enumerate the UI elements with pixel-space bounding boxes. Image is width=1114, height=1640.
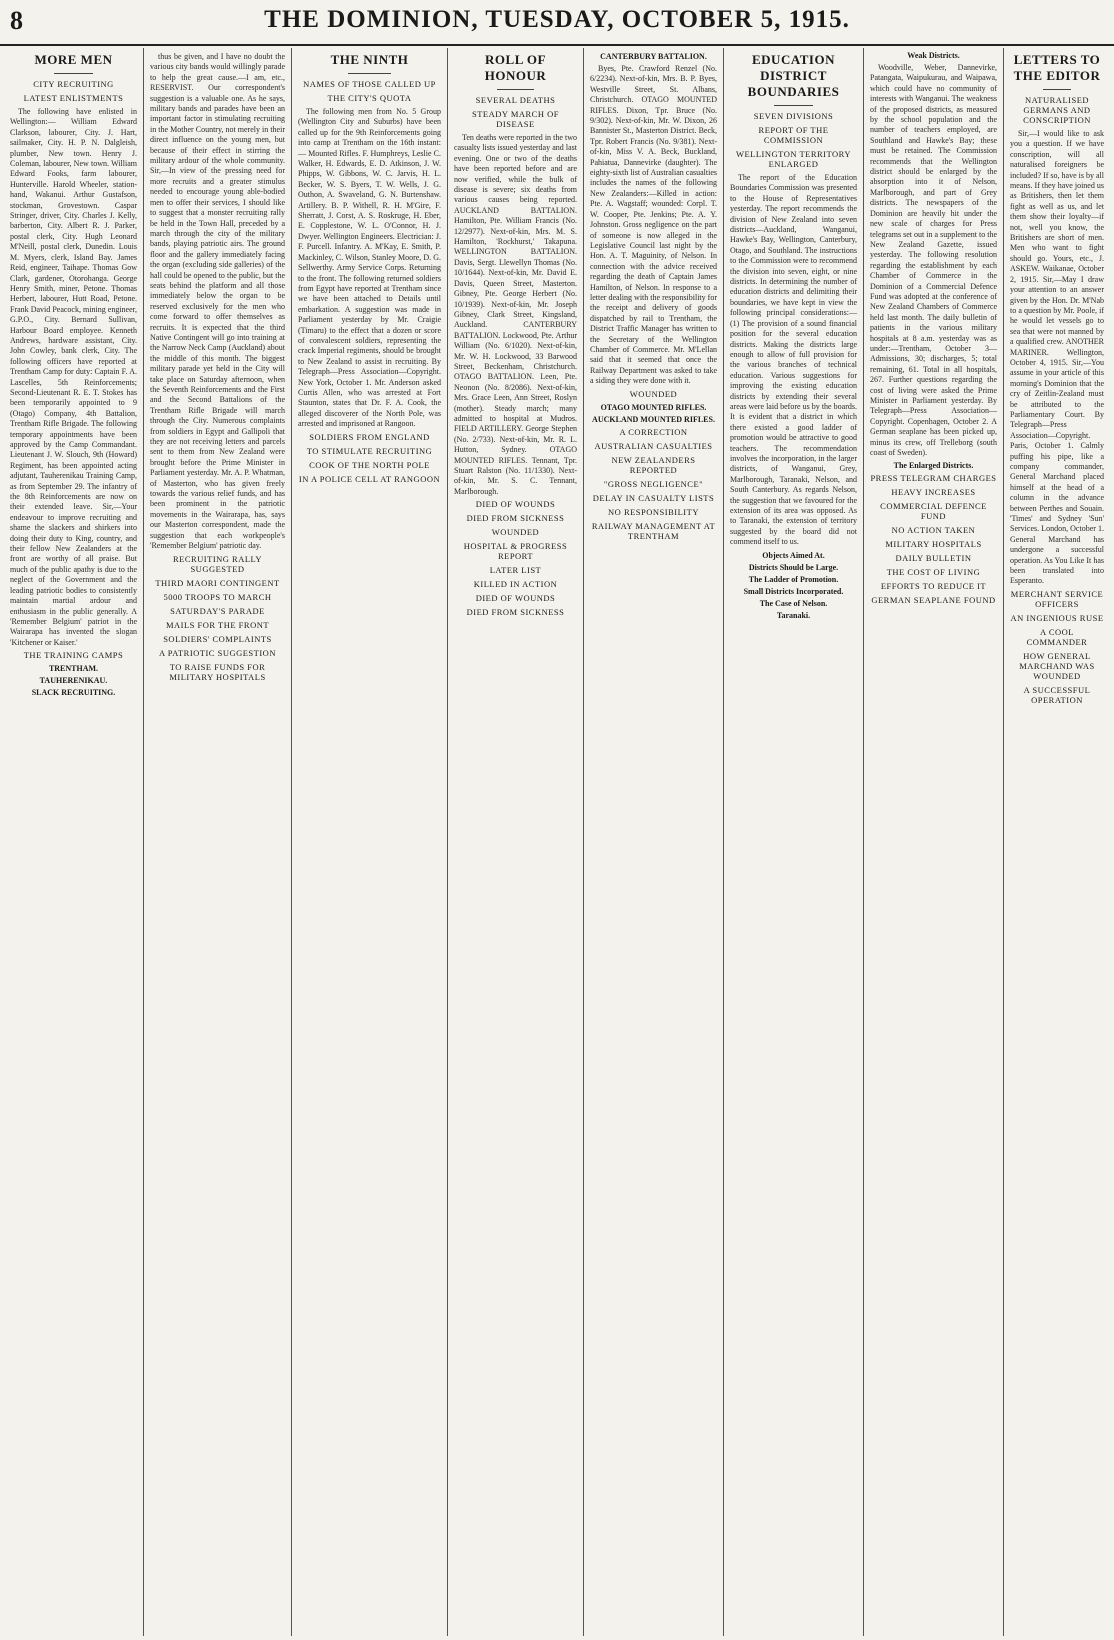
- subheading: CITY RECRUITING: [33, 79, 114, 89]
- subheading: DELAY IN CASUALTY LISTS: [592, 492, 715, 503]
- subheading: RAILWAY MANAGEMENT AT TRENTHAM: [591, 520, 716, 541]
- column-heading: THE NINTH: [330, 52, 409, 67]
- column-7: [864, 48, 1004, 1636]
- column-4: [448, 48, 584, 1636]
- subheading: THE CITY'S QUOTA: [327, 93, 412, 103]
- article-text: Byes, Pte. Crawford Renzel (No. 6/2234). Next-of-kin, Mrs. B. P. Byes, Westville Street, St. Albans, Christchurch. OTAGO MOUNTED RIFLES. Dixon, Tpr. Bruce (No. 9/302). Next-of-kin, Mr. W. Dixon, 26 Bannister St., Masterton District. Beck, Tpr. Robert Francis (No. 9/381). Next-of-kin, Miss V. A. Beck, Buckland, Pahiatua, Dannevirke (daughter). The eighty-sixth list of Australian casualties includes the names of the following New Zealanders:—Killed in action: Pte. A. Wagstaff; wounded: Corpl. T. W. Cooper, Pte. Jenkins; Pte. A. Y. Johnston. Gross negligence on the part of someone is now alleged in the Legislative Council last night by the Hon. A. T. Maguinity, of Nelson. In connection with the advice received regarding the death of Captain James Hamilton, of Nelson. In response to a letter dealing with the responsibility for the receipt and delivery of goods dispatched by rail to Trentham, the District Traffic Manager has written to the Secretary of the Wellington Chamber of Commerce. Mr. M'Lellan said that it seemed that once the Railway Department was asked to take a siding they were done with it.: [590, 64, 717, 386]
- subheading: AUSTRALIAN CASUALTIES: [594, 440, 713, 451]
- subheading: MAILS FOR THE FRONT: [165, 619, 270, 630]
- subheading: IN A POLICE CELL AT RANGOON: [298, 473, 441, 484]
- subheading: A PATRIOTIC SUGGESTION: [159, 647, 276, 658]
- subheading: HOW GENERAL MARCHAND WAS WOUNDED: [1019, 650, 1095, 681]
- article-body: [454, 133, 577, 497]
- subheading: WOUNDED: [629, 388, 678, 399]
- subheading: A SUCCESSFUL OPERATION: [1023, 684, 1091, 705]
- subheading: DIED OF WOUNDS: [475, 593, 556, 604]
- subheading: SOLDIERS' COMPLAINTS: [163, 633, 272, 644]
- subheading: REPORT OF THE COMMISSION: [758, 125, 829, 145]
- subheading: Small Districts Incorporated.: [743, 586, 844, 596]
- subheading: MERCHANT SERVICE OFFICERS: [1010, 588, 1104, 609]
- subheading: OTAGO MOUNTED RIFLES.: [600, 402, 707, 412]
- subheading: COMMERCIAL DEFENCE FUND: [880, 501, 987, 522]
- subheading: HEAVY INCREASES: [891, 487, 976, 498]
- subheading: TAUHERENIKAU.: [39, 676, 108, 686]
- subheading: AN INGENIOUS RUSE: [1010, 612, 1104, 623]
- newspaper-title: THE DOMINION, TUESDAY, OCTOBER 5, 1915.: [264, 6, 850, 33]
- column-8: [1004, 48, 1110, 1636]
- article-body: [298, 107, 441, 430]
- article-text: The following men from No. 5 Group (Wellington City and Suburbs) have been called up for the 9th Reinforcements going into camp at Trentham on the 16th instant:— Mounted Rifles. F. Humphreys, Leslie C. Walker, H. Edwards, E. D. Atkinson, J. W. Phipps, W. Gibbons, W. C. Jarvis, H. L. Becker, W. S. Byers, T. W. Wells, J. G. Outhon, A. Swaveland, G. N. Burtenshaw. Artillery. B. P. Withell, R. H. M'Gire, F. Sherratt, J. Corst, A. S. Roskruge, H. Eber, E. Copplestone, W. L. O'Connor, H. J. Dwyer. Wellington Engineers. Electrician: J. F. Purcell. Infantry. A. M'Kay, E. Smith, P. Mackinley, C. Wilson, Stanley Moore, D. G. Sellwerthy. Army Service Corps. Returning to the front. The following returned soldiers from Egypt have reported at Trentham since we have been attached to Details until embarkation. A suggestion was made in Parliament yesterday by Mr. Craigie (Timaru) to the effect that a dozen or score of convalescent soldiers, representing the crack Imperial regiments, should be brought to New Zealand to assist in recruiting. By Telegraph—Press Association—Copyright. New York, October 1. Mr. Anderson asked Curtis Allen, who was arrested at Fort Staunton, states that Dr. F. A. Cook, the alleged discoverer of the North Pole, was arrested and imprisoned at Rangoon.: [298, 107, 441, 429]
- subheading: TO RAISE FUNDS FOR MILITARY HOSPITALS: [169, 661, 266, 682]
- column-6: [724, 48, 864, 1636]
- masthead: [0, 0, 1114, 46]
- subheading: GERMAN SEAPLANE FOUND: [871, 595, 996, 606]
- subheading: The Enlarged Districts.: [893, 461, 974, 471]
- subheading: 5000 TROOPS TO MARCH: [163, 591, 272, 602]
- subheading: NO ACTION TAKEN: [891, 525, 976, 536]
- subheading: Districts Should be Large.: [748, 562, 839, 572]
- subheading: RECRUITING RALLY SUGGESTED: [172, 553, 263, 574]
- subheading: SATURDAY'S PARADE: [170, 605, 265, 616]
- subheading: NEW ZEALANDERS REPORTED: [611, 454, 696, 475]
- article-text: The report of the Education Boundaries Commission was presented to the House of Representatives yesterday. The report recommends the division of New Zealand into seven districts—Auckland, Wanganui, Hawke's Bay, Wellington, Canterbury, Otago, and Southland. The instructions to the Commission were to recommend the division into seven, eight, or nine districts. In determining the number of education districts and delimiting their boundaries, we have kept in view the following principal considerations:—(1) The provision of a sound financial position for the several education districts. Making the districts large enough to allow of full provision for the various branches of technical education. Various suggestions for improving the existing education districts by extending their several areas were laid before us by the boards. It is evident that a district in which there existed a good ladder of promotion would be attractive to good teachers. The recommendation involves the incorporation, in the larger districts, of Wanganui, Grey, Marlborough, Taranaki, Nelson, and South Canterbury. As regards Nelson, the suggestion that we favoured for the extension of its area was opposed. As to Taranaki, the extension of territory suggested by the board did not commend itself to us.: [730, 173, 857, 547]
- subheading: CANTERBURY BATTALION.: [600, 52, 707, 61]
- column-heading: ROLL OF HONOUR: [484, 52, 547, 83]
- subheading: TO STIMULATE RECRUITING: [306, 445, 433, 456]
- subheading: THE TRAINING CAMPS: [23, 650, 124, 661]
- subheading: Taranaki.: [776, 610, 811, 620]
- subheading: NAMES OF THOSE CALLED UP: [303, 79, 436, 89]
- subheading: AUCKLAND MOUNTED RIFLES.: [592, 414, 715, 424]
- subheading: KILLED IN ACTION: [473, 579, 558, 590]
- column-heading: LETTERS TO THE EDITOR: [1013, 52, 1101, 83]
- subheading: HOSPITAL & PROGRESS REPORT: [463, 541, 568, 562]
- subheading: COOK OF THE NORTH POLE: [309, 459, 430, 470]
- article-body: [870, 63, 997, 458]
- divider: [54, 73, 92, 74]
- article-text: Sir,—I would like to ask you a question. If we have conscription, will all naturalised foreigners be included? If so, have is by all means. If they have joined us as Britishers, then let them fight as well as us, and let them show their loyalty—if not, well you know, the Britishers are short of men. Men who want to fight should go. Yours, etc., J. ASKEW. Waikanae, October 2, 1915. Sir,—May I draw your attention to an answer given by the Hon. Dr. M'Nab to a question by Mr. Poole, if he would let vessels go to sea that were not manned by a qualified crew. ANOTHER MARINER. Wellington, October 4, 1915. Sir,—You assume in your article of this morning's Dominion that the cry of Zeitlin-Zealand must be attributed to the Parliamentary Court. By Telegraph—Press Association—Copyright. Paris, October 1. Calmly puffing his pipe, like a company commander, General Marchand placed himself at the head of a column in the advance between Perthes and Souain. 'Times' and Sydney 'Sun' Services. London, October 1. General Marchand has undergone a successful operation. As You Like It has been translated into Esperanto.: [1010, 129, 1104, 586]
- subheading: THIRD MAORI CONTINGENT: [155, 577, 280, 588]
- article-body: [150, 52, 285, 552]
- article-body: [1010, 129, 1104, 587]
- subheading: DAILY BULLETIN: [895, 553, 972, 564]
- subheading: LATEST ENLISTMENTS: [23, 93, 124, 103]
- subheading: NATURALISED GERMANS AND CONSCRIPTION: [1023, 95, 1091, 125]
- divider: [348, 73, 391, 74]
- subheading: STEADY MARCH OF DISEASE: [471, 109, 559, 129]
- subheading: DIED OF WOUNDS: [475, 499, 556, 510]
- divider: [497, 89, 534, 90]
- subheading: Weak Districts.: [907, 51, 960, 60]
- column-3: [292, 48, 448, 1636]
- subheading: MILITARY HOSPITALS: [885, 539, 982, 550]
- column-heading: EDUCATION DISTRICT BOUNDARIES: [747, 52, 840, 99]
- subheading: A COOL COMMANDER: [1026, 626, 1088, 647]
- subheading: SEVERAL DEATHS: [475, 95, 556, 105]
- subheading: SEVEN DIVISIONS: [753, 111, 834, 121]
- subheading: Objects Aimed At.: [762, 550, 825, 560]
- newspaper-columns: [4, 48, 1110, 1636]
- subheading: DIED FROM SICKNESS: [466, 513, 565, 524]
- subheading: The Ladder of Promotion.: [748, 574, 839, 584]
- subheading: WOUNDED: [491, 527, 540, 538]
- divider: [774, 105, 812, 106]
- article-body: [730, 173, 857, 548]
- subheading: WELLINGTON TERRITORY ENLARGED: [735, 149, 852, 169]
- subheading: LATER LIST: [489, 565, 542, 576]
- column-5: [584, 48, 724, 1636]
- article-text: thus be given, and I have no doubt the various city bands would willingly parade to help the great cause.—I am, etc., RESERVIST. Our correspondent's suggestion is a valuable one. As he says, military bands and parades have been an important factor in stimulating recruiting in the Mother Country, not merely in their direct influence on the young men, but because of their effect in stirring the military ardour of the whole community. Sir,—In view of the pressing need for more recruits and a greater stimulus needed to encourage young able-bodied men to offer their services, I should like to suggest that a monster recruiting rally be held in the Town Hall, preceded by a march through the city of the military bands, playing patriotic airs. The ground floor and the gallery immediately facing the organ (excluding side galleries) of the hall could be opened to the public, but the seats behind the platform and all those immediately below the organ to be reserved exclusively for the men who come forward to offer themselves as recruits. It is expected that the third Native Contingent will go into training at the Narrow Neck Camp (Auckland) about the middle of this month. The biggest military parade yet held in the City will take place on Saturday afternoon, when the Seventh Reinforcements and the First and the Second Battalions of the Trentham Rifle Brigade will march through the City. Numerous complaints from soldiers in Egypt and Gallipoli that they are not receiving letters and parcels sent to them from New Zealand were brought before the Prime Minister in Parliament yesterday. Mr. A. P. Whatman, of Masterton, who has given freely towards the various relief funds, and has been prominent in the patriotic movements in the Wairarapa, has, says our Masterton correspondent, made the suggestion that each workpeople's 'Remember Belgium' patriotic day.: [150, 52, 285, 551]
- subheading: "GROSS NEGLIGENCE": [603, 478, 704, 489]
- article-body: [590, 64, 717, 387]
- divider: [1043, 89, 1071, 90]
- page-number: 8: [10, 6, 23, 35]
- column-2: [144, 48, 292, 1636]
- subheading: The Case of Nelson.: [759, 598, 828, 608]
- article-body: [10, 107, 137, 648]
- column-heading: MORE MEN: [34, 52, 113, 67]
- article-text: Ten deaths were reported in the two casualty lists issued yesterday and last evening. One or two of the deaths have been reported before and are now verified, while the bulk of disease is severe; six deaths from various causes being reported. AUCKLAND BATTALION. Hamilton, Pte. William Francis (No. 12/2977). Next-of-kin, Mrs. M. S. Hamilton, 'Rockhurst,' Takapuna. WELLINGTON BATTALION. Davis, Sergt. Llewellyn Thomas (No. 10/1644). Next-of-kin, Mr. David E. Davis, Queen Street, Masterton. Gibney, Pte. George Herbert (No. 10/1939). Next-of-kin, Mr. Joseph Gibney, Clark Street, Kingsland, Auckland. CANTERBURY BATTALION. Lockwood, Pte. Arthur William (No. 6/1020). Next-of-kin, Mr. W. H. Lockwood, 33 Barwood Street, Beckenham, Christchurch. OTAGO BATTALION. Leen, Pte. Neonon (No. 8/2086). Next-of-kin, Mrs. Grace Leen, Ann Street, Roslyn (mother). Steady march; many admitted to hospital at Mudros. FIELD ARTILLERY. George Stephen (No. 2/733). Next-of-kin, Mr. R. L. Hutton, Sydney. OTAGO MOUNTED RIFLES. Tennant, Tpr. Stuart Ralston (No. 11/1330). Next-of-kin, Mr. S. C. Tennant, Marlborough.: [454, 133, 577, 496]
- subheading: EFFORTS TO REDUCE IT: [880, 581, 987, 592]
- subheading: TRENTHAM.: [48, 664, 99, 674]
- subheading: A CORRECTION: [619, 426, 688, 437]
- subheading: SLACK RECRUITING.: [31, 688, 116, 698]
- subheading: DIED FROM SICKNESS: [466, 607, 565, 618]
- subheading: THE COST OF LIVING: [886, 567, 981, 578]
- subheading: SOLDIERS FROM ENGLAND: [309, 431, 430, 442]
- subheading: PRESS TELEGRAM CHARGES: [870, 473, 997, 484]
- article-text: Woodville, Weber, Dannevirke, Patangata, Waipukurau, and Waipawa, which could have no community of interests with Wanganui. The weakness of the proposed districts, as measured by the school population and the number of teachers employed, are Southland and Hawke's Bay; these must be retained. The Commission recommends that the Wellington district should be enlarged by the absorption into it of Nelson, Marlborough, and part of Grey districts. The newspapers of the Dominion are heavily hit under the new scale of charges for Press telegrams set out in a supplement to the New Zealand Gazette, issued yesterday. The following resolution regarding the establishment by each Chamber of Commerce in the Dominion of a Commercial Defence Fund was adopted at the conference of New Zealand Chambers of Commerce held last month. The daily bulletin of patients in the various military hospitals at 8 a.m. yesterday was as under:—Trentham, October 3—Admissions, 30; discharges, 5; total remaining, 61. Total in all hospitals, 267. Further questions regarding the cost of living were asked the Prime Minister in Parliament yesterday. By Telegraph—Press Association—Copyright. Copenhagen, October 2. A German seaplane has been picked up, minus its crew, off Trelleborg (south coast of Sweden).: [870, 63, 997, 458]
- subheading: NO RESPONSIBILITY: [608, 506, 699, 517]
- article-text: The following have enlisted in Wellington:— William Edward Clarkson, labourer, City. J. Hart, sailmaker, City. H. P. N. Dalgleish, plumber, New town. Henry J. Coleman, labourer, New town. William Edward Fooks, farm labourer, Hunterville. Harold Wheeler, station-hand, Wakanui. Arthur Gustafson, stockman, Grovestown. Caspar Stringer, driver, City. Charles J. Kelly, barberton, City. Albert R. J. Parker, postal clerk, City. Hugh Leonard M'Neill, postal clerk, Dunedin. Louis M. Myers, clerk, Island Bay. James Reid, engineer, Taihape. Thomas Gow Clark, gardener, Otorohanga. George Henry Smith, miner, Petone. Thomas Herbert, labourer, Hutt Road, Petone. Frank David Peacock, mining engineer, G.P.O., City. Bernard Sullivan, Harbour Board employee. Kenneth Andrews, hardware assistant, City. John Cowley, bank clerk, City. The following officers have reported at Trentham Camp for duty: Captain F. A. Lascelles, 5th Reinforcements; Second-Lieutenant R. E. T. Stokes has been temporarily appointed to 9 (Otago) Company, 4th Battalion, Trentham Rifle Brigade. The following temporary appointments have been approved by the Camp Commandant. Lieutenant J. W. Slouch, 9th (Howard) Regiment, has been appointed acting adjutant, Tauherenikau Training Camp, as from September 29. The infantry of the 8th Reinforcements are now on their extended leave. Sir,—Your endeavour to improve recruiting and shame the slackers and shirkers into doing their duty to King, country, and their fellow New Zealanders at the front are worthy of all praise. But much of the public apathy is due to the neglect of the Government and the leading patriotic bodies to consistently maintain martial ardour and enthusiasm in the public generally. A 'Remember Belgium' patriot in the Wairarapa has invented the slogan 'Kitchener or Kaiser.': [10, 107, 137, 647]
- column-1: [4, 48, 144, 1636]
